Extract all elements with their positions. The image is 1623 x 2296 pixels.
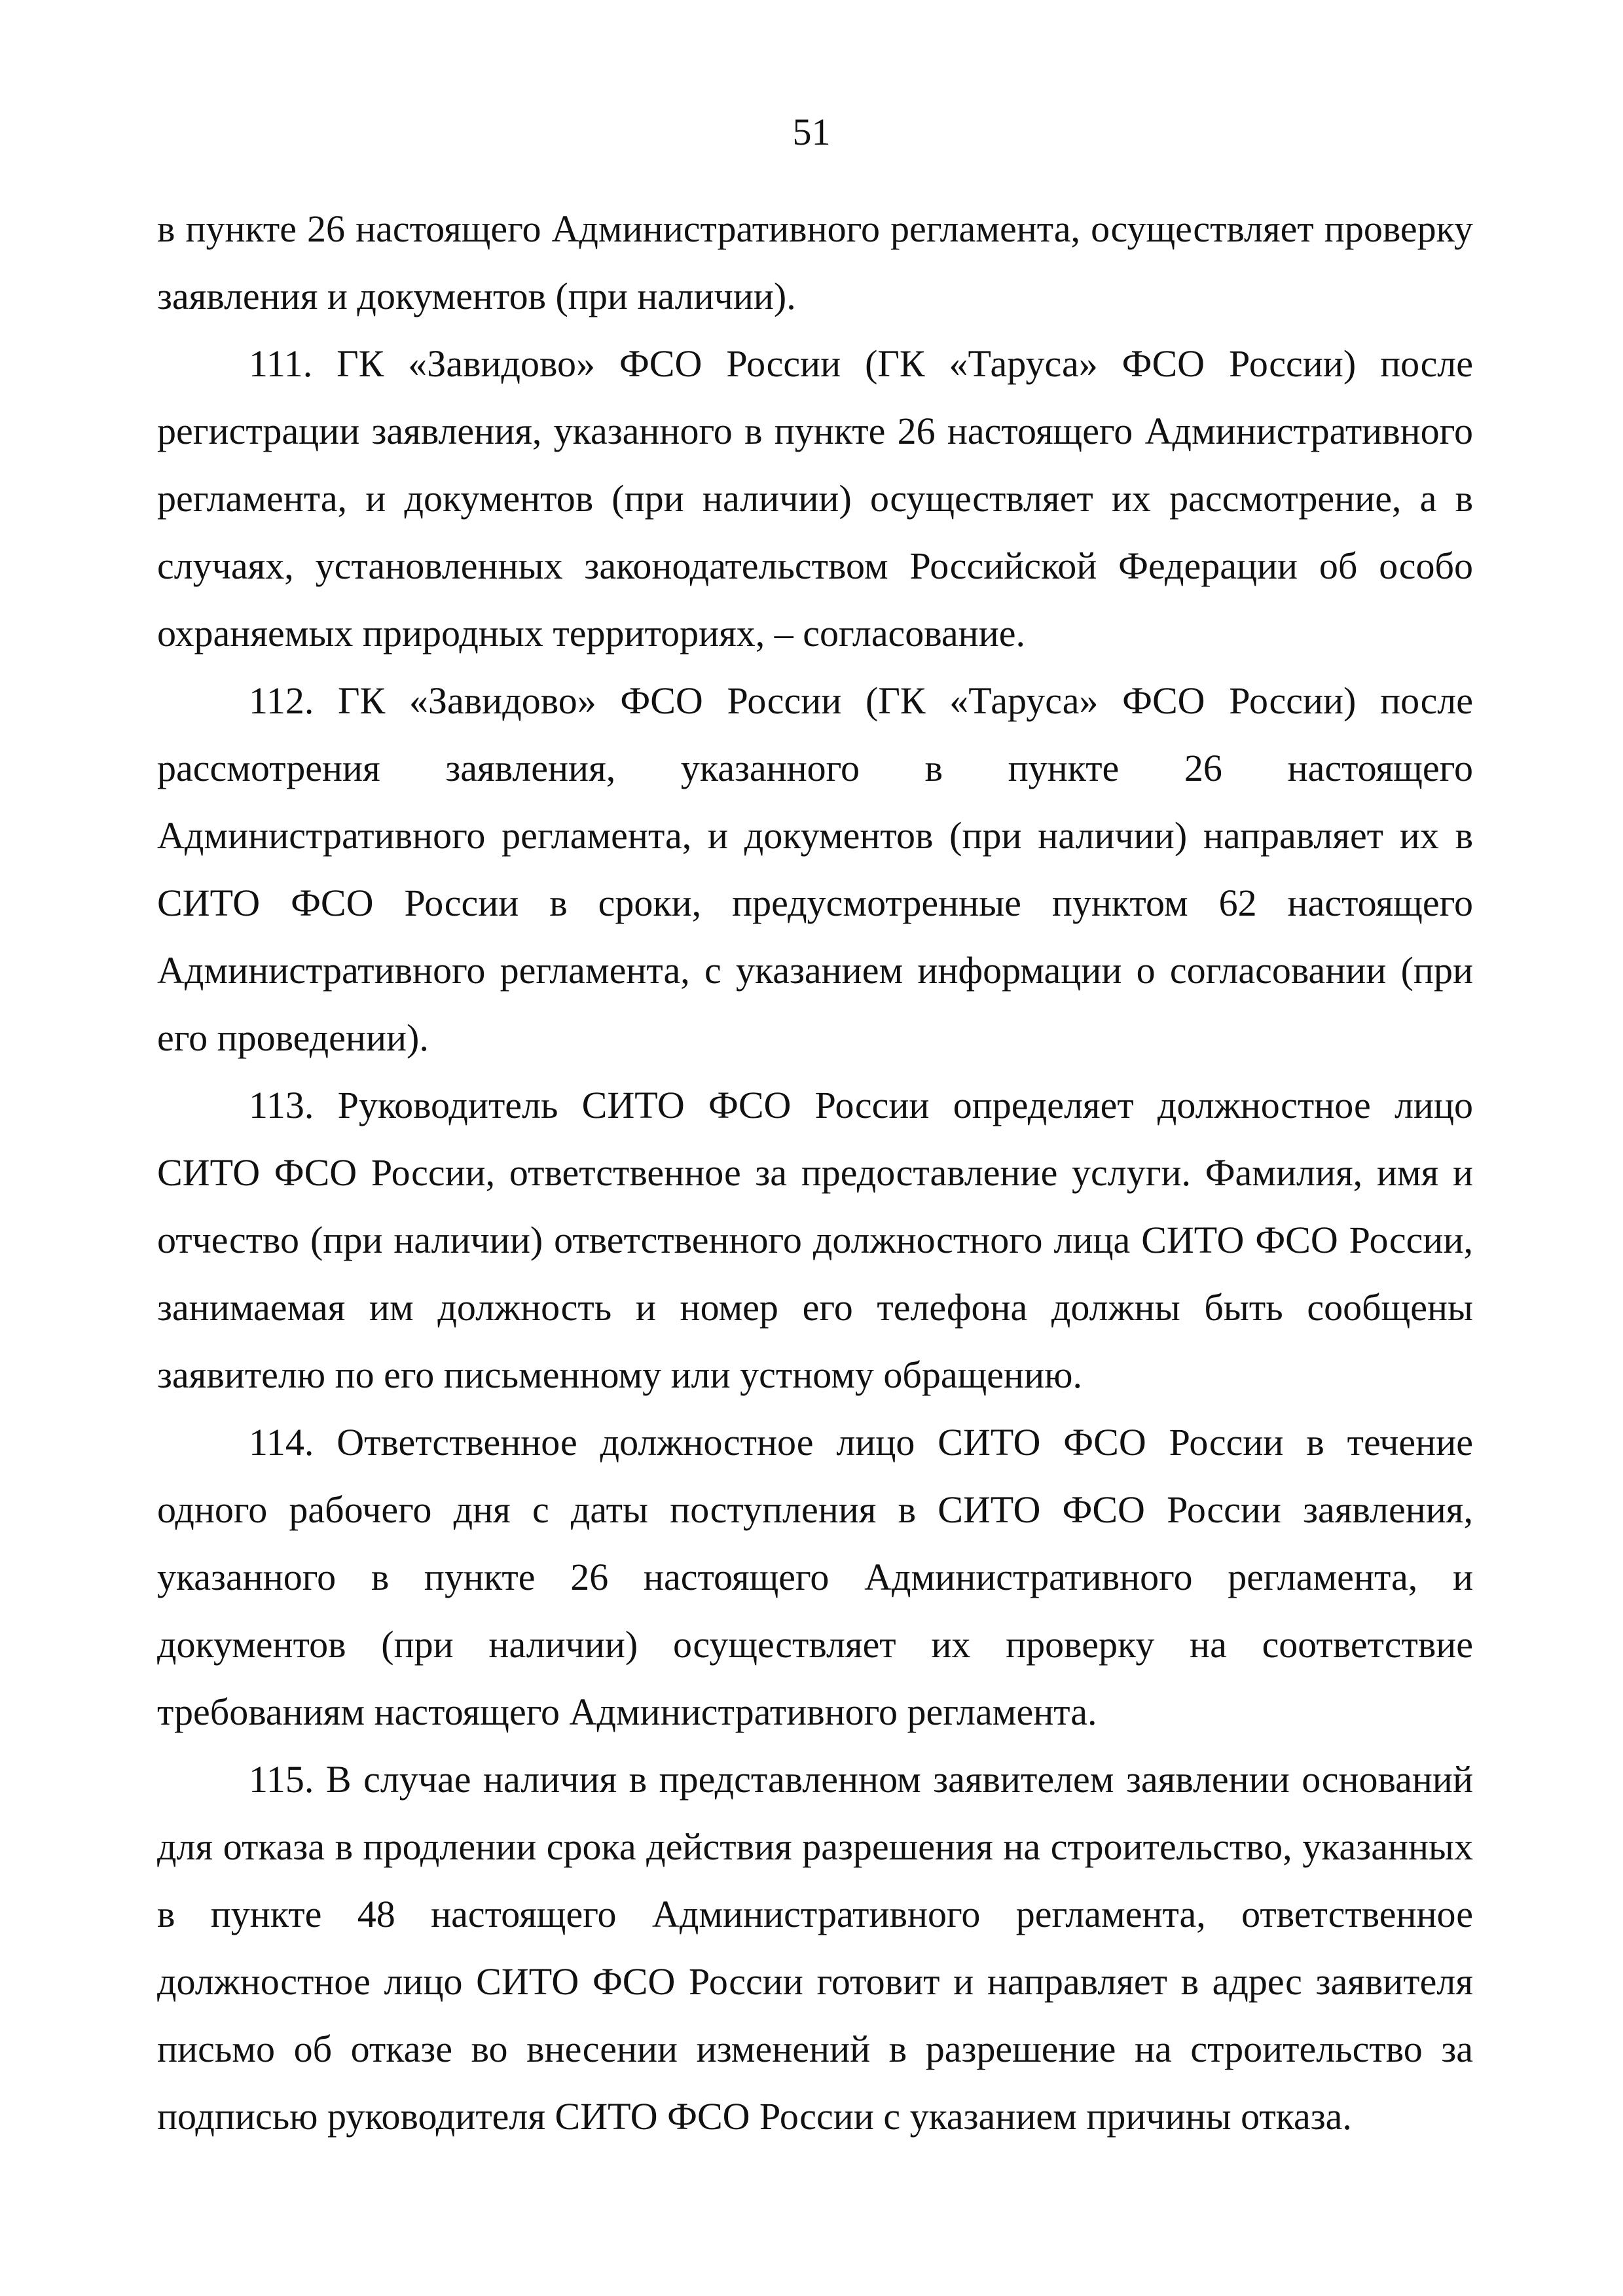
paragraph-continuation: в пункте 26 настоящего Административного регламента, осуществляет проверку заявления и документов (при наличии). [157,207,1473,317]
document-body [157,195,1473,2150]
paragraph-114: 114. Ответственное должностное лицо СИТО ФСО России в течение одного рабочего дня с даты поступления в СИТО ФСО России заявления, указанного в пункте 26 настоящего Административного регламента, и документов (при наличии) осуществляет их проверку на соответствие требованиям настоящего Административного регламента. [157,1421,1473,1733]
paragraph-115: 115. В случае наличия в представленном заявителем заявлении оснований для отказа в продлении срока действия разрешения на строительство, указанных в пункте 48 настоящего Административного регламента, ответственное должностное лицо СИТО ФСО России готовит и направляет в адрес заявителя письмо об отказе во внесении изменений в разрешение на строительство за подписью руководителя СИТО ФСО России с указанием причины отказа. [157,1758,1473,2138]
page-number: 51 [792,111,831,153]
paragraph-113: 113. Руководитель СИТО ФСО России определяет должностное лицо СИТО ФСО России, ответственное за предоставление услуги. Фамилия, имя и отчество (при наличии) ответственного должностного лица СИТО ФСО России, занимаемая им должность и номер его телефона должны быть сообщены заявителю по его письменному или устному обращению. [157,1084,1473,1396]
paragraph-111: 111. ГК «Завидово» ФСО России (ГК «Таруса» ФСО России) после регистрации заявления, указанного в пункте 26 настоящего Административного регламента, и документов (при наличии) осуществляет их рассмотрение, а в случаях, установленных законодательством Российской Федерации об особо охраняемых природных территориях, – согласование. [157,342,1473,655]
paragraph-112: 112. ГК «Завидово» ФСО России (ГК «Таруса» ФСО России) после рассмотрения заявления, указанного в пункте 26 настоящего Административного регламента, и документов (при наличии) направляет их в СИТО ФСО России в сроки, предусмотренные пунктом 62 настоящего Административного регламента, с указанием информации о согласовании (при его проведении). [157,679,1473,1059]
